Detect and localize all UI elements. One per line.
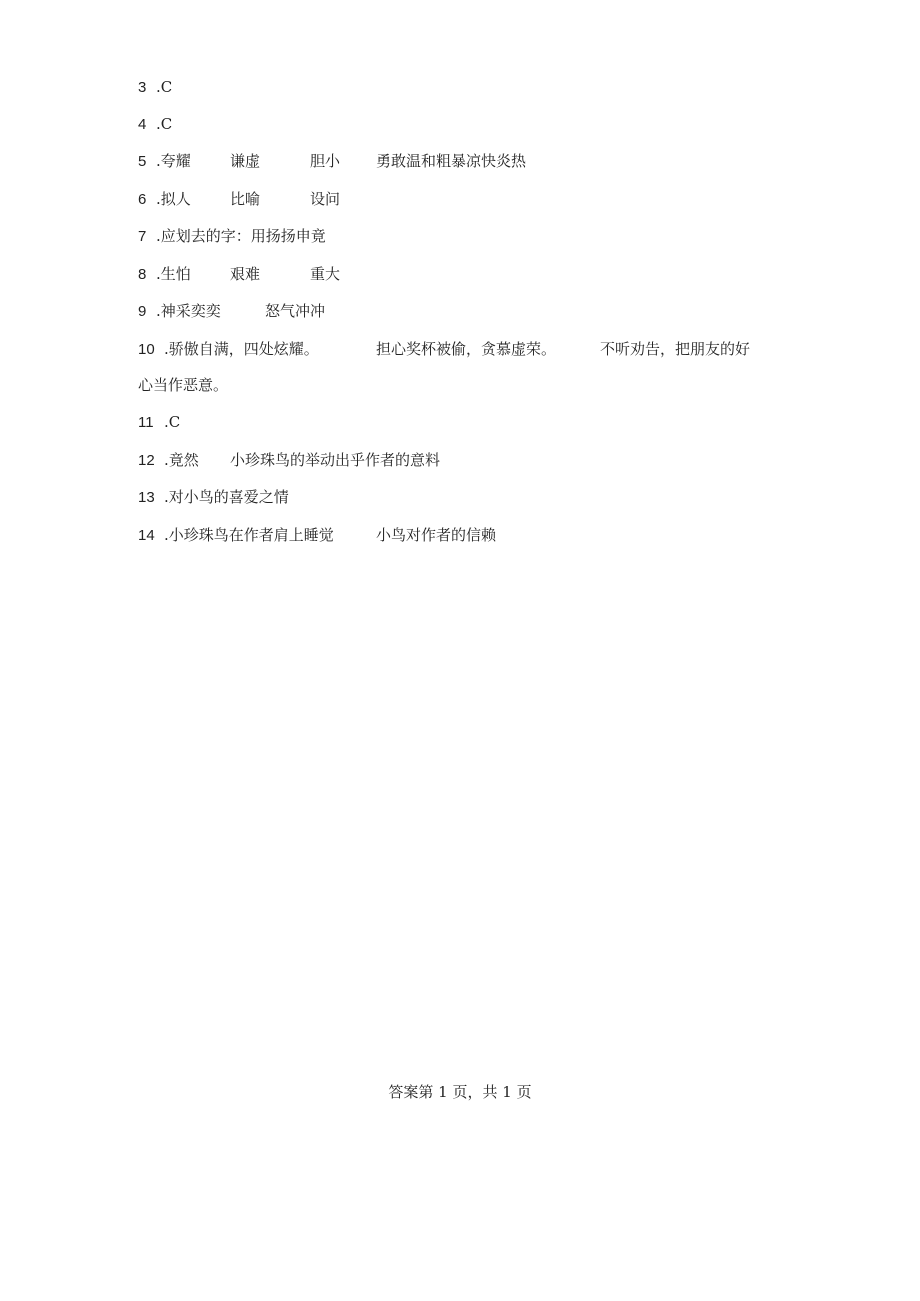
answer-item-12	[138, 450, 441, 471]
answer-text: 勇敢温和粗暴凉快炎热	[376, 152, 527, 170]
answer-item-10	[138, 339, 751, 360]
answer-text: .应划去的字：用扬扬申竟	[156, 227, 326, 245]
answer-item-3	[138, 77, 173, 98]
answer-text: 怒气冲冲	[265, 302, 326, 320]
answer-number: 9	[138, 303, 147, 320]
page-footer: 答案第 1 页，共 1 页	[388, 1083, 532, 1101]
answer-text: .骄傲自满，四处炫耀。	[164, 340, 319, 358]
answer-number: 3	[138, 79, 147, 96]
answer-item-11	[138, 412, 181, 433]
answer-text: 心当作恶意。	[138, 376, 229, 394]
answer-item-13	[138, 487, 289, 508]
answer-text: .拟人	[156, 190, 191, 208]
answer-text: .生怕	[156, 265, 191, 283]
answer-number: 4	[138, 116, 147, 133]
answer-item-10-continuation	[138, 375, 228, 395]
answer-text: .竟然	[164, 451, 199, 469]
answer-number: 5	[138, 153, 147, 170]
answer-item-8	[138, 264, 341, 285]
answer-number: 10	[138, 341, 155, 358]
answer-text: .C	[156, 78, 173, 96]
answer-item-7	[138, 226, 326, 247]
answer-text: .C	[156, 115, 173, 133]
answer-item-14	[138, 525, 497, 546]
answer-number: 12	[138, 452, 155, 469]
answer-text: .小珍珠鸟在作者肩上睡觉	[164, 526, 334, 544]
answer-text: 小珍珠鸟的举动出乎作者的意料	[230, 451, 441, 469]
answer-number: 7	[138, 228, 147, 245]
answer-text: .对小鸟的喜爱之情	[164, 488, 289, 506]
answer-text: .神采奕奕	[156, 302, 221, 320]
answer-text: 重大	[310, 265, 341, 283]
answer-number: 8	[138, 266, 147, 283]
answer-item-5	[138, 151, 527, 172]
answer-text: .C	[164, 413, 181, 431]
answer-text: 不听劝告，把朋友的好	[600, 340, 751, 358]
answer-text: .夸耀	[156, 152, 191, 170]
answer-text: 担心奖杯被偷，贪慕虚荣。	[376, 340, 557, 358]
answer-item-4	[138, 114, 173, 135]
answer-text: 谦虚	[230, 152, 261, 170]
answer-text: 胆小	[310, 152, 341, 170]
answer-text: 小鸟对作者的信赖	[376, 526, 497, 544]
answer-number: 11	[138, 414, 154, 431]
answer-item-6	[138, 189, 341, 210]
answer-text: 艰难	[230, 265, 261, 283]
answer-number: 14	[138, 527, 155, 544]
answer-text: 比喻	[230, 190, 261, 208]
answer-number: 6	[138, 191, 147, 208]
answer-item-9	[138, 301, 326, 322]
answer-number: 13	[138, 489, 155, 506]
answer-text: 设问	[310, 190, 341, 208]
